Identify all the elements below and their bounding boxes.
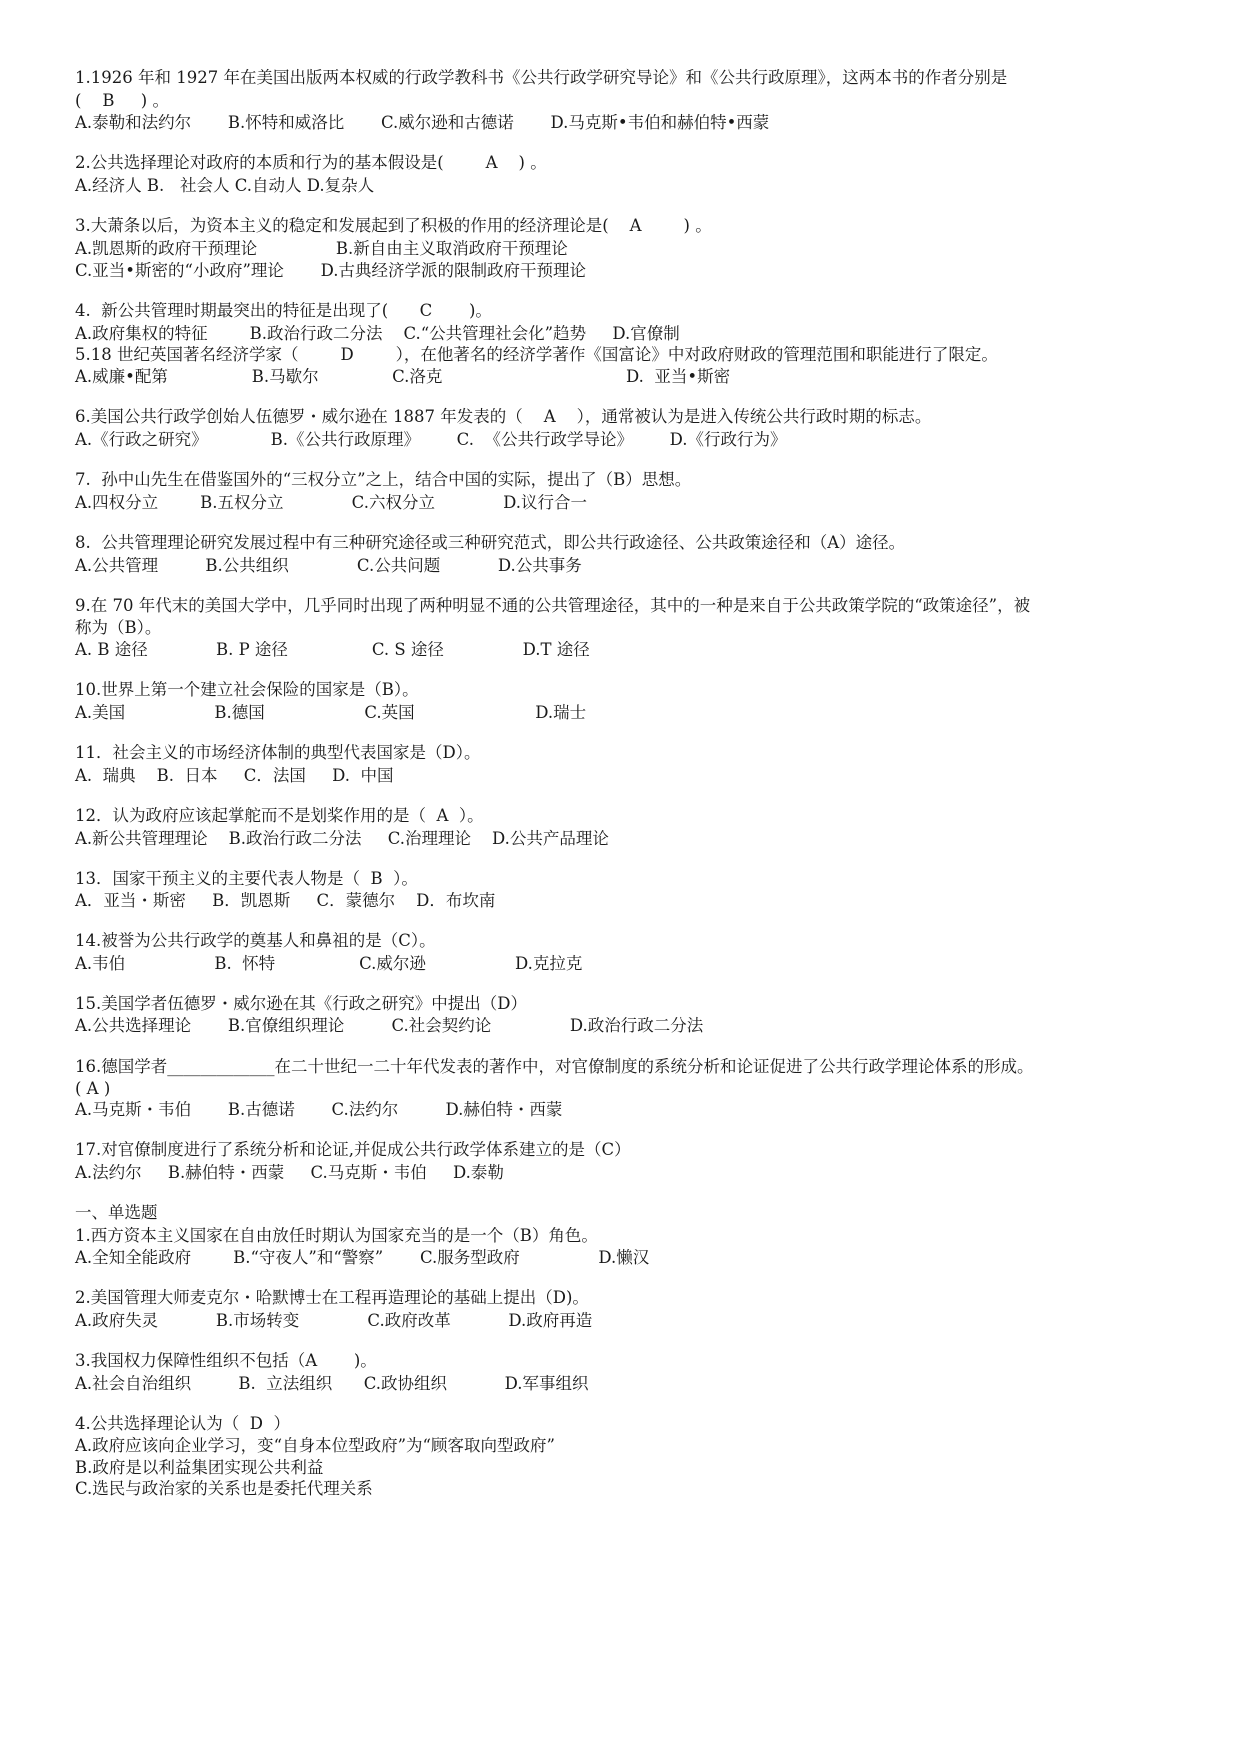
q12-stem: 12．认为政府应该起掌舵而不是划桨作用的是（ A ）。 — [75, 806, 484, 825]
q17-options: A.法约尔 B.赫伯特・西蒙 C.马克斯・韦伯 D.泰勒 — [75, 1163, 504, 1182]
s1-q2-stem: 2.美国管理大师麦克尔・哈默博士在工程再造理论的基础上提出（D)。 — [75, 1288, 589, 1307]
section-heading: 一、单选题 — [75, 1203, 158, 1222]
q3-options-ab: A.凯恩斯的政府干预理论 B.新自由主义取消政府干预理论 — [75, 239, 568, 258]
q8-stem: 8. 公共管理理论研究发展过程中有三种研究途径或三种研究范式，即公共行政途径、公共政策途径和（A）途径。 — [75, 533, 906, 552]
s1-q4-option-c: C.选民与政治家的关系也是委托代理关系 — [75, 1479, 373, 1498]
q9-stem: 9.在 70 年代末的美国大学中，几乎同时出现了两种明显不通的公共管理途径，其中的一种是来自于公共政策学院的“政策途径”，被 — [75, 596, 1031, 615]
q10-options: A.美国 B.德国 C.英国 D.瑞士 — [75, 703, 587, 722]
s1-q4-option-a: A.政府应该向企业学习，变“自身本位型政府”为“顾客取向型政府” — [75, 1436, 555, 1455]
s1-q4-option-b: B.政府是以利益集团实现公共利益 — [75, 1458, 324, 1477]
q3-stem: 3.大萧条以后，为资本主义的稳定和发展起到了积极的作用的经济理论是( A ) 。 — [75, 216, 712, 235]
q9-stem-cont: 称为（B）。 — [75, 618, 162, 637]
q1-options: A.泰勒和法约尔 B.怀特和威洛比 C.威尔逊和古德诺 D.马克斯•韦伯和赫伯特•西蒙 — [75, 113, 770, 132]
s1-q3-options: A.社会自治组织 B. 立法组织 C.政协组织 D.军事组织 — [75, 1374, 589, 1393]
q6-stem: 6.美国公共行政学创始人伍德罗・威尔逊在 1887 年发表的（ A ），通常被认为是进入传统公共行政时期的标志。 — [75, 407, 932, 426]
q11-stem: 11．社会主义的市场经济体制的典型代表国家是（D）。 — [75, 743, 481, 762]
q17-stem: 17.对官僚制度进行了系统分析和论证,并促成公共行政学体系建立的是（C） — [75, 1140, 631, 1159]
q15-options: A.公共选择理论 B.官僚组织理论 C.社会契约论 D.政治行政二分法 — [75, 1016, 704, 1035]
q15-stem: 15.美国学者伍德罗・威尔逊在其《行政之研究》中提出（D） — [75, 994, 527, 1013]
s1-q4-stem: 4.公共选择理论认为（ D ） — [75, 1414, 290, 1433]
q4-options: A.政府集权的特征 B.政治行政二分法 C.“公共管理社会化”趋势 D.官僚制 — [75, 324, 680, 343]
q5-options: A.威廉•配第 B.马歇尔 C.洛克 D. 亚当•斯密 — [75, 367, 731, 386]
q9-options: A. B 途径 B. P 途径 C. S 途径 D.T 途径 — [75, 640, 590, 659]
q7-options: A.四权分立 B.五权分立 C.六权分立 D.议行合一 — [75, 493, 588, 512]
q13-stem: 13．国家干预主义的主要代表人物是（ B ）。 — [75, 869, 418, 888]
q5-stem: 5.18 世纪英国著名经济学家（ D ），在他著名的经济学著作《国富论》中对政府财政的管理范围和职能进行了限定。 — [75, 345, 998, 364]
q12-options: A.新公共管理理论 B.政治行政二分法 C.治理理论 D.公共产品理论 — [75, 829, 609, 848]
s1-q2-options: A.政府失灵 B.市场转变 C.政府改革 D.政府再造 — [75, 1311, 593, 1330]
q6-options: A.《行政之研究》 B.《公共行政原理》 C. 《公共行政学导论》 D.《行政行为》 — [75, 430, 787, 449]
q2-options: A.经济人 B. 社会人 C.自动人 D.复杂人 — [75, 176, 375, 195]
q2-stem: 2.公共选择理论对政府的本质和行为的基本假设是( A ) 。 — [75, 153, 547, 172]
q1-answer: ( B ) 。 — [75, 91, 169, 110]
q7-stem: 7. 孙中山先生在借鉴国外的“三权分立”之上，结合中国的实际，提出了（B）思想。 — [75, 470, 692, 489]
q11-options: A. 瑞典 B. 日本 C．法国 D. 中国 — [75, 766, 394, 785]
s1-q1-stem: 1.西方资本主义国家在自由放任时期认为国家充当的是一个（B）角色。 — [75, 1226, 598, 1245]
q16-options: A.马克斯・韦伯 B.古德诺 C.法约尔 D.赫伯特・西蒙 — [75, 1100, 563, 1119]
s1-q1-options: A.全知全能政府 B.“守夜人”和“警察” C.服务型政府 D.懒汉 — [75, 1248, 650, 1267]
q14-stem: 14.被誉为公共行政学的奠基人和鼻祖的是（C）。 — [75, 931, 436, 950]
q8-options: A.公共管理 B.公共组织 C.公共问题 D.公共事务 — [75, 556, 582, 575]
q16-stem: 16.德国学者_____________在二十世纪一二十年代发表的著作中，对官僚制度的系统分析和论证促进了公共行政学理论体系的形成。 — [75, 1057, 1034, 1076]
q16-answer: ( A ) — [75, 1079, 111, 1098]
q3-options-cd: C.亚当•斯密的“小政府”理论 D.古典经济学派的限制政府干预理论 — [75, 261, 586, 280]
q13-options: A．亚当・斯密 B．凯恩斯 C．蒙德尔 D．布坎南 — [75, 891, 496, 910]
s1-q3-stem: 3.我国权力保障性组织不包括（A )。 — [75, 1351, 377, 1370]
q4-stem: 4. 新公共管理时期最突出的特征是出现了( C )。 — [75, 301, 492, 320]
q14-options: A.韦伯 B. 怀特 C.威尔逊 D.克拉克 — [75, 954, 583, 973]
q10-stem: 10.世界上第一个建立社会保险的国家是（B）。 — [75, 680, 419, 699]
q1-stem: 1.1926 年和 1927 年在美国出版两本权威的行政学教科书《公共行政学研究导论》和《公共行政原理》，这两本书的作者分别是 — [75, 68, 1008, 87]
